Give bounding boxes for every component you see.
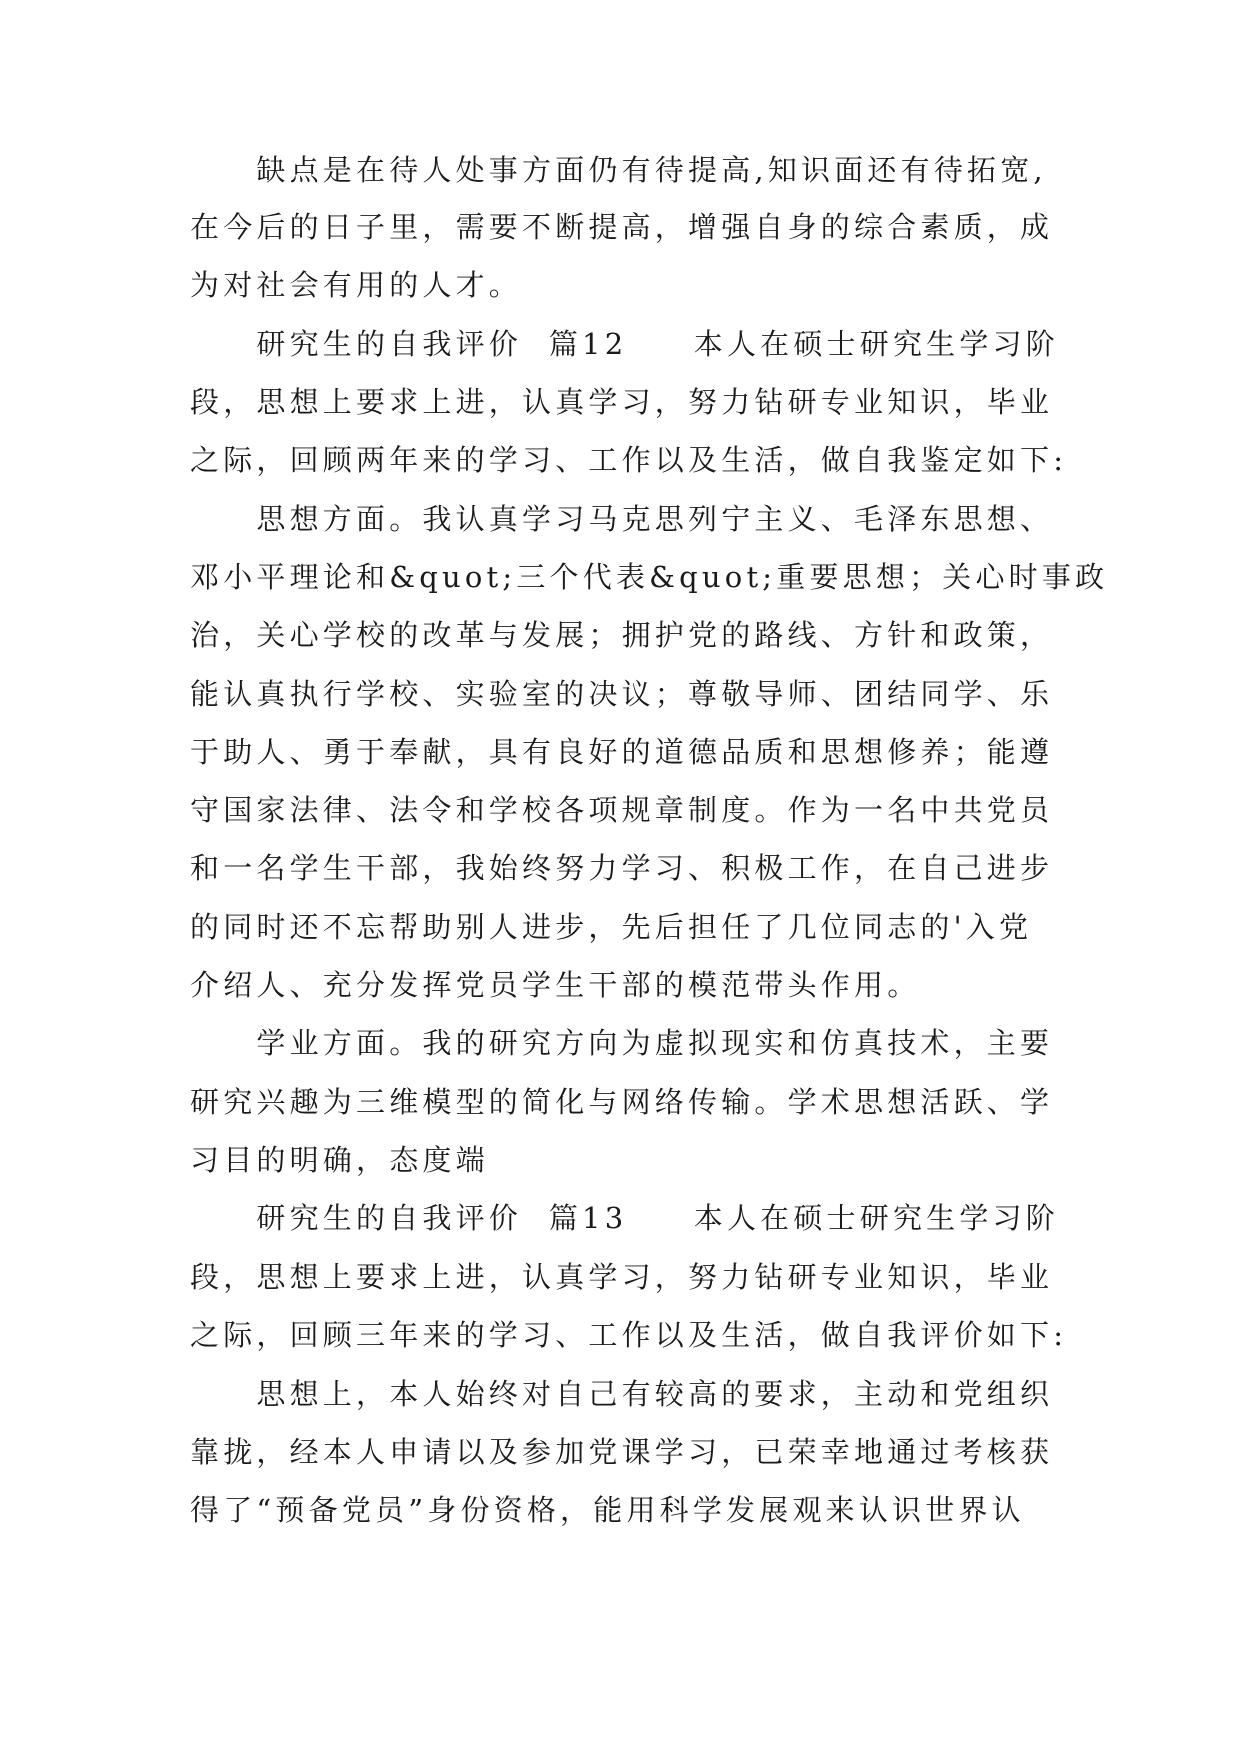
- text-line-7: 思想方面。我认真学习马克思列宁主义、毛泽东思想、: [190, 502, 1054, 536]
- text-line-11: 于助人、勇于奉献，具有良好的道德品质和思想修养；能遵: [190, 735, 1054, 769]
- text-line-19: 研究生的自我评价 篇13 本人在硕士研究生学习阶: [190, 1201, 1059, 1235]
- text-line-10: 能认真执行学校、实验室的决议；尊敬导师、团结同学、乐: [190, 677, 1054, 711]
- text-line-8: 邓小平理论和&quot;三个代表&quot;重要思想；关心时事政: [190, 560, 1109, 594]
- text-line-9: 治，关心学校的改革与发展；拥护党的路线、方针和政策，: [190, 618, 1054, 652]
- text-line-23: 靠拢，经本人申请以及参加党课学习，已荣幸地通过考核获: [190, 1435, 1054, 1469]
- text-line-21: 之际，回顾三年来的学习、工作以及生活，做自我评价如下:: [190, 1318, 1068, 1352]
- text-line-15: 介绍人、充分发挥党员学生干部的模范带头作用。: [190, 968, 921, 1002]
- text-line-2: 在今后的日子里，需要不断提高，增强自身的综合素质，成: [190, 210, 1054, 244]
- text-line-22: 思想上，本人始终对自己有较高的要求，主动和党组织: [190, 1377, 1054, 1411]
- text-line-17: 研究兴趣为三维模型的简化与网络传输。学术思想活跃、学: [190, 1085, 1054, 1119]
- text-line-20: 段，思想上要求上进，认真学习，努力钻研专业知识，毕业: [190, 1260, 1054, 1294]
- text-line-5: 段，思想上要求上进，认真学习，努力钻研专业知识，毕业: [190, 385, 1054, 419]
- text-line-14: 的同时还不忘帮助别人进步，先后担任了几位同志的'入党: [190, 910, 1033, 944]
- text-line-1: 缺点是在待人处事方面仍有待提高,知识面还有待拓宽,: [190, 153, 1047, 187]
- text-line-12: 守国家法律、法令和学校各项规章制度。作为一名中共党员: [190, 793, 1054, 827]
- text-line-24: 得了“预备党员”身份资格，能用科学发展观来认识世界认: [190, 1493, 1025, 1527]
- text-line-6: 之际，回顾两年来的学习、工作以及生活，做自我鉴定如下:: [190, 443, 1068, 477]
- text-line-16: 学业方面。我的研究方向为虚拟现实和仿真技术，主要: [190, 1026, 1054, 1060]
- text-line-3: 为对社会有用的人才。: [190, 268, 523, 302]
- text-line-4: 研究生的自我评价 篇12 本人在硕士研究生学习阶: [190, 327, 1059, 361]
- text-line-18: 习目的明确，态度端: [190, 1143, 489, 1177]
- text-line-13: 和一名学生干部，我始终努力学习、积极工作，在自己进步: [190, 851, 1054, 885]
